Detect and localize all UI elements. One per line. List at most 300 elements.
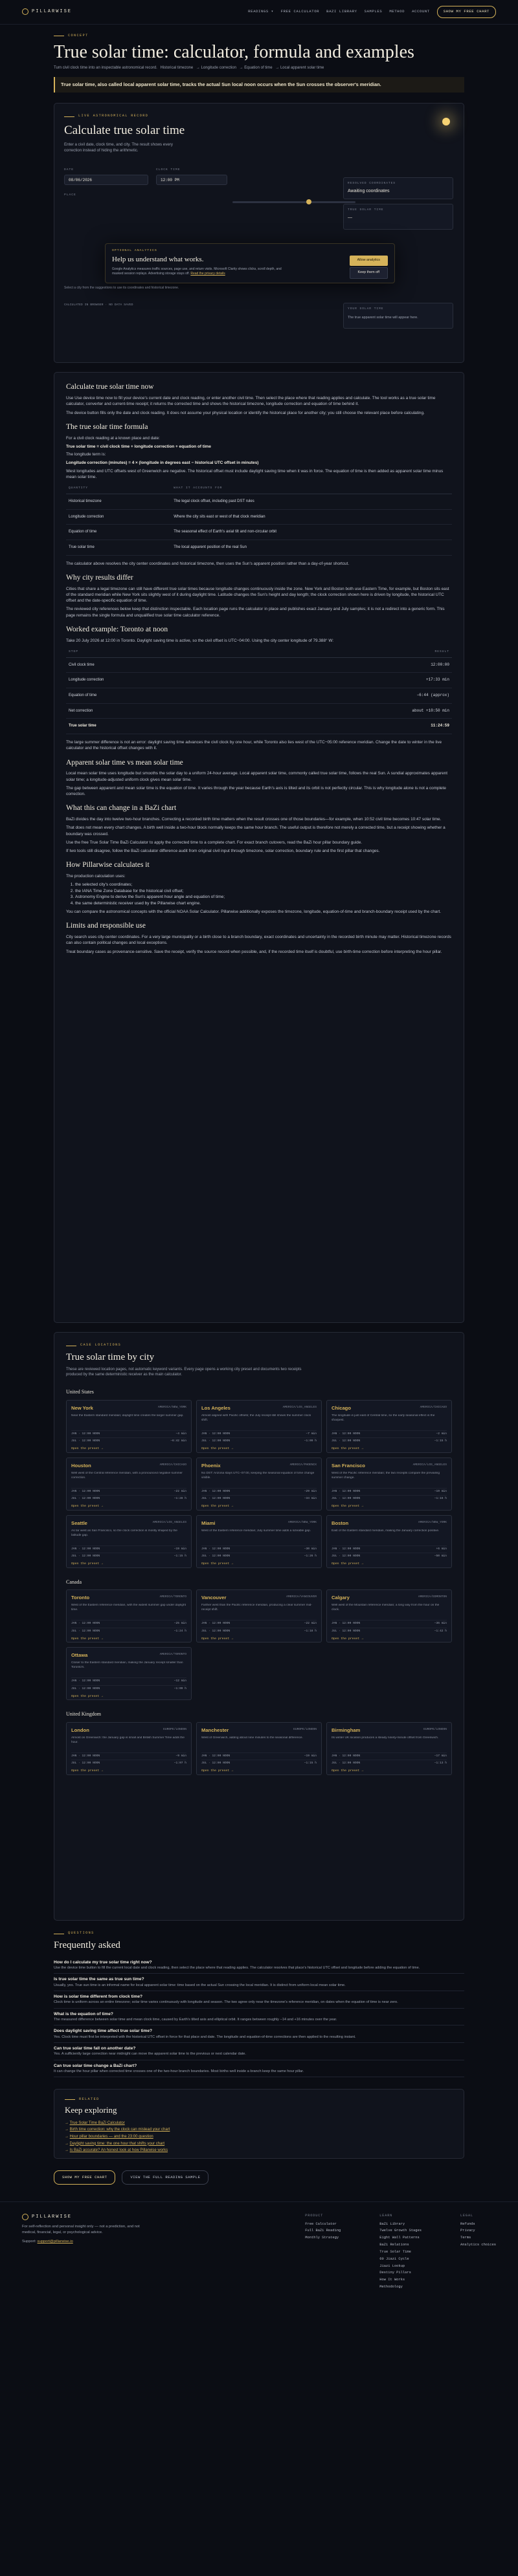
results-column bbox=[343, 177, 453, 234]
paragraph: The device button fills only the date and clock reading. It does not assume your physical location or identify the historical place for another city; you still choose the relevant place before calculating. bbox=[66, 410, 425, 415]
brand-logo[interactable] bbox=[22, 8, 72, 15]
city-card[interactable] bbox=[326, 1722, 452, 1775]
col-header: QUANTITY bbox=[66, 484, 171, 494]
jan-label: JAN · 12:00 NOON bbox=[71, 1489, 100, 1493]
city-desc: Closer to the Eastern standard meridian, making the January receipt smaller than Toronto's. bbox=[71, 1661, 183, 1670]
paragraph: For a civil clock reading at a known place and date: bbox=[66, 435, 160, 441]
faq-question[interactable]: Is true solar time the same as true sun time? bbox=[54, 1977, 144, 1982]
jul-label: JUL · 12:00 NOON bbox=[201, 1629, 231, 1633]
city-section bbox=[54, 1332, 464, 1921]
timezone-label: AMERICA/LOS_ANGELES bbox=[282, 1405, 317, 1409]
open-preset-link[interactable]: Open the preset → bbox=[201, 1504, 233, 1508]
output-key: YOUR SOLAR TIME bbox=[348, 307, 384, 311]
footer-logo[interactable] bbox=[22, 2214, 152, 2220]
city-desc: Near the Eastern standard meridian; daylight time creates the larger summer gap. bbox=[71, 1414, 184, 1417]
jan-value: −17 min bbox=[434, 1754, 447, 1758]
jul-row bbox=[332, 1553, 447, 1560]
jul-label: JUL · 12:00 NOON bbox=[71, 1762, 100, 1765]
city-desc: These are reviewed location pages, not automatic keyword variants. Every page opens a working city preset and documents two receipts produced by the same deterministic receiver as the main calculator. bbox=[66, 1367, 302, 1377]
open-preset-link[interactable]: Open the preset → bbox=[332, 1637, 363, 1641]
jan-label: JAN · 12:00 NOON bbox=[71, 1754, 100, 1758]
heading: Worked example: Toronto at noon bbox=[66, 625, 168, 633]
faq-item[interactable] bbox=[54, 2060, 464, 2078]
timezone-label: AMERICA/NEW_YORK bbox=[287, 1520, 317, 1524]
jan-value: −19 min bbox=[434, 1489, 447, 1493]
place-group bbox=[64, 191, 310, 198]
city-card[interactable] bbox=[66, 1400, 192, 1453]
city-card[interactable] bbox=[66, 1722, 192, 1775]
slider-handle[interactable] bbox=[306, 199, 311, 204]
city-card[interactable] bbox=[326, 1515, 452, 1568]
faq-question[interactable]: How do I calculate my true solar time right now? bbox=[54, 1959, 152, 1965]
result-value: — bbox=[348, 215, 352, 220]
timezone-label: EUROPE/LONDON bbox=[423, 1727, 447, 1731]
table-row bbox=[66, 673, 452, 688]
country-list bbox=[66, 1388, 452, 1775]
footer-column bbox=[379, 2214, 422, 2292]
city-desc: Its winter UK location produces a steady ninety-minute offset from Greenwich. bbox=[332, 1736, 439, 1740]
place-label: PLACE bbox=[64, 193, 76, 197]
hero-subtitle: Turn civil clock time into an inspectable astronomical record. Historical timezone → Longitude correction → Equation of time → Local apparent solar time bbox=[54, 65, 324, 70]
method-list bbox=[66, 882, 452, 906]
footer-link[interactable]: Full BaZi Reading bbox=[305, 2229, 341, 2233]
jul-value: −1:13 h bbox=[434, 1762, 447, 1765]
city-title: True solar time by city bbox=[66, 1351, 155, 1362]
jan-row bbox=[332, 1545, 447, 1553]
jul-value: −1:24 h bbox=[174, 1629, 186, 1633]
list-item: 4. the same deterministic receiver used by the Pillarwise chart engine. bbox=[75, 901, 452, 906]
nav-link-readings[interactable]: READINGS ▾ bbox=[248, 9, 274, 14]
jul-label: JUL · 12:00 NOON bbox=[332, 1629, 361, 1633]
related-link[interactable] bbox=[65, 2134, 453, 2141]
hero-eyebrow: CONCEPT bbox=[54, 34, 464, 39]
footer-link[interactable]: Privacy bbox=[460, 2229, 475, 2233]
cell: The local apparent position of the real Sun bbox=[171, 540, 452, 555]
timezone-label: AMERICA/LOS_ANGELES bbox=[152, 1520, 186, 1524]
jul-value: −1:09 h bbox=[304, 1439, 317, 1443]
city-desc: East of the Eastern standard meridian, making the January correction positive. bbox=[332, 1529, 440, 1533]
jul-value: −1:18 h bbox=[304, 1629, 317, 1633]
footer-link[interactable]: BaZi Relations bbox=[379, 2243, 409, 2247]
faq-item[interactable] bbox=[54, 1991, 464, 2009]
jul-row bbox=[201, 1628, 317, 1635]
faq-eyebrow: QUESTIONS bbox=[54, 1931, 464, 1936]
faq-item[interactable] bbox=[54, 2009, 464, 2026]
faq-answer: Clock time is uniform across an entire timezone; solar time varies continuously with longitude and season. The two agree only near the timezone's reference meridian, on dates when the equation of time is near zero. bbox=[54, 2000, 398, 2005]
paragraph: The gap between apparent and mean solar time is the equation of time. It varies through the year because Earth's axis is tilted and its orbit is not perfectly circular. This is why longitude alone is not a complete correction. bbox=[66, 785, 446, 797]
sample-reading-button[interactable]: VIEW THE FULL READING SAMPLE bbox=[122, 2170, 208, 2185]
footer-link[interactable]: Eight Wall Patterns bbox=[379, 2236, 420, 2240]
date-field-group bbox=[64, 168, 148, 185]
city-eyebrow: CASE LOCATIONS bbox=[66, 1343, 452, 1348]
city-desc: West of Greenwich, adding about nine minutes to the seasonal difference. bbox=[201, 1736, 303, 1740]
list-item: 2. the IANA Time Zone Database for the historical civil offset; bbox=[75, 888, 452, 894]
open-preset-link[interactable]: Open the preset → bbox=[201, 1637, 233, 1641]
subtitle-part: Historical timezone bbox=[160, 65, 194, 70]
city-card[interactable] bbox=[326, 1589, 452, 1643]
jul-label: JUL · 12:00 NOON bbox=[71, 1439, 100, 1443]
result-value: Awaiting coordinates bbox=[348, 188, 390, 193]
nav-link-account[interactable]: ACCOUNT bbox=[412, 9, 430, 14]
privacy-note: CALCULATED IN BROWSER · NO DATA SAVED bbox=[64, 303, 133, 307]
timezone-label: EUROPE/LONDON bbox=[293, 1727, 317, 1731]
timezone-label: EUROPE/LONDON bbox=[163, 1727, 186, 1731]
footer-link[interactable]: Destiny Pillars bbox=[379, 2271, 411, 2275]
table-row bbox=[66, 494, 452, 509]
calculator-panel bbox=[54, 103, 464, 363]
heading: Calculate true solar time now bbox=[66, 383, 154, 391]
city-name[interactable]: New York bbox=[71, 1404, 93, 1411]
free-chart-button[interactable]: SHOW MY FREE CHART bbox=[54, 2170, 115, 2185]
footer-link[interactable]: Monthly Strategy bbox=[305, 2236, 339, 2240]
list-item: 1. the selected city's coordinates; bbox=[75, 882, 452, 888]
city-card[interactable] bbox=[66, 1515, 192, 1568]
city-name[interactable]: Ottawa bbox=[71, 1652, 88, 1659]
jan-value: −7 min bbox=[306, 1432, 317, 1435]
jan-label: JAN · 12:00 NOON bbox=[201, 1622, 231, 1626]
nav-link-method[interactable]: METHOD bbox=[389, 9, 405, 14]
city-name[interactable]: Phoenix bbox=[201, 1462, 221, 1468]
cell: True solar time bbox=[66, 540, 171, 555]
faq-question[interactable]: Can true solar time change a BaZi chart? bbox=[54, 2063, 137, 2068]
col-header: WHAT IT ACCOUNTS FOR bbox=[171, 484, 452, 494]
jul-value: −1:42 h bbox=[434, 1629, 447, 1633]
city-name[interactable]: Seattle bbox=[71, 1520, 87, 1526]
city-desc: Well west of the Mountain reference meridian; a long way from the hour on the clock. bbox=[332, 1604, 440, 1612]
allow-analytics-button[interactable]: Allow analytics bbox=[350, 256, 388, 266]
jul-label: JUL · 12:00 NOON bbox=[71, 1555, 100, 1558]
article bbox=[54, 372, 464, 1323]
jan-label: JAN · 12:00 NOON bbox=[201, 1432, 231, 1435]
result-key: RESOLVED COORDINATES bbox=[348, 182, 396, 186]
country-heading: United Kingdom bbox=[66, 1711, 101, 1718]
calc-title: Calculate true solar time bbox=[64, 123, 185, 137]
city-desc: West of the Eastern reference meridian, with the widest summer gap under daylight time. bbox=[71, 1604, 186, 1612]
privacy-link[interactable]: Read the privacy details bbox=[190, 272, 225, 276]
jul-row bbox=[201, 1437, 317, 1445]
cell: The seasonal effect of Earth's axial tilt and non-circular orbit bbox=[171, 525, 452, 540]
jan-label: JAN · 12:00 NOON bbox=[71, 1432, 100, 1435]
open-preset-link[interactable]: Open the preset → bbox=[71, 1769, 103, 1773]
jan-row bbox=[332, 1752, 447, 1760]
city-name[interactable]: Houston bbox=[71, 1462, 91, 1468]
support-label: Support: bbox=[22, 2240, 36, 2244]
timezone-label: AMERICA/TORONTO bbox=[159, 1653, 186, 1657]
time-input[interactable]: 12:00 PM bbox=[156, 175, 227, 185]
footer-link[interactable]: Methodology bbox=[379, 2285, 403, 2289]
nav-cta-button[interactable]: SHOW MY FREE CHART bbox=[437, 6, 496, 17]
cell: +17:33 min bbox=[254, 673, 452, 688]
cell: The legal clock offset, including past DST rules bbox=[171, 494, 452, 509]
jan-label: JAN · 12:00 NOON bbox=[201, 1489, 231, 1493]
faq-item[interactable] bbox=[54, 1974, 464, 1991]
city-card[interactable] bbox=[66, 1647, 192, 1700]
nav-link-samples[interactable]: SAMPLES bbox=[364, 9, 383, 14]
page-title: True solar time: calculator, formula and examples bbox=[54, 41, 414, 62]
quantity-table bbox=[66, 484, 452, 555]
faq-question[interactable]: Can true solar time fall on another date? bbox=[54, 2046, 136, 2051]
jan-value: −2 min bbox=[436, 1432, 447, 1435]
related-link-text[interactable]: Hour pillar boundaries — and the 23:00 question bbox=[69, 2134, 153, 2139]
city-card[interactable] bbox=[196, 1515, 322, 1568]
related-link[interactable] bbox=[65, 2120, 453, 2127]
jul-row bbox=[71, 1495, 186, 1503]
timezone-label: AMERICA/NEW_YORK bbox=[157, 1405, 186, 1409]
col-header: STEP bbox=[66, 648, 254, 657]
related-link-text[interactable]: True Solar Time BaZi Calculator bbox=[69, 2121, 125, 2125]
table-row bbox=[66, 525, 452, 540]
faq-answer: Usually, yes. True sun time is an informal name for local apparent solar time: time based on the actual Sun crossing the local meridian. It is distinct from uniform local mean solar time. bbox=[54, 1983, 346, 1987]
timezone-label: AMERICA/EDMONTON bbox=[418, 1595, 447, 1599]
brand-name: PILLARWISE bbox=[32, 9, 73, 15]
related-link[interactable] bbox=[65, 2126, 453, 2134]
jul-row bbox=[332, 1760, 447, 1767]
jul-value: −1:26 h bbox=[304, 1555, 317, 1558]
definition-callout: True solar time, also called local apparent solar time, tracks the actual Sun local noon occurs when the Sun crosses the observer's meridian. bbox=[54, 77, 464, 93]
footer-link[interactable]: Refunds bbox=[460, 2221, 475, 2226]
footer-link[interactable]: BaZi Library bbox=[379, 2221, 405, 2226]
jan-value: −12 min bbox=[174, 1679, 186, 1683]
paragraph: You can compare the astronomical concepts with the official NOAA Solar Calculator. Pillarwise additionally exposes the timezone, longitude, equation-of-time and branch-boundary receipt used by the chart. bbox=[66, 910, 442, 915]
jan-row bbox=[332, 1430, 447, 1438]
jul-value: −50 min bbox=[434, 1555, 447, 1558]
jan-label: JAN · 12:00 NOON bbox=[71, 1547, 100, 1551]
nav-link-calculator[interactable]: FREE CALCULATOR bbox=[280, 9, 320, 14]
footer-column bbox=[460, 2214, 496, 2292]
paragraph: Use Use device time now to fill your device's current date and clock reading, or enter another civil time. Then select the place where that reading applies and calculate. The tool works as a true solar time calculator, converter and current-time receipt; it returns the corrected time and shows the historical timezone, longitude correction and equation of time behind it. bbox=[66, 396, 436, 407]
jan-value: −22 min bbox=[174, 1489, 186, 1493]
city-name[interactable]: Miami bbox=[201, 1520, 216, 1526]
city-name[interactable]: San Francisco bbox=[332, 1462, 365, 1468]
jan-value: −36 min bbox=[434, 1622, 447, 1626]
jul-label: JUL · 12:00 NOON bbox=[332, 1439, 361, 1443]
open-preset-link[interactable]: Open the preset → bbox=[201, 1446, 233, 1450]
city-card[interactable] bbox=[326, 1400, 452, 1453]
timezone-label: AMERICA/CHICAGO bbox=[159, 1463, 186, 1467]
open-preset-link[interactable]: Open the preset → bbox=[71, 1504, 103, 1508]
city-desc: Farther west than the Pacific reference meridian, producing a clear summer mid-receipt shift. bbox=[201, 1604, 312, 1612]
footer-link[interactable]: Twelve Growth Stages bbox=[379, 2229, 422, 2233]
related-eyebrow: RELATED bbox=[65, 2097, 453, 2102]
city-card[interactable] bbox=[196, 1457, 322, 1511]
time-field-group bbox=[156, 168, 227, 185]
jan-row bbox=[201, 1752, 317, 1760]
jan-row bbox=[71, 1620, 186, 1628]
footer-brand bbox=[22, 2214, 152, 2292]
city-card[interactable] bbox=[66, 1457, 192, 1511]
jul-row bbox=[71, 1553, 186, 1560]
subtitle-part: Longitude correction bbox=[201, 65, 236, 70]
timezone-label: AMERICA/TORONTO bbox=[159, 1595, 186, 1599]
jan-label: JAN · 12:00 NOON bbox=[332, 1432, 361, 1435]
heading: Why city results differ bbox=[66, 573, 133, 582]
related-link[interactable] bbox=[65, 2147, 453, 2154]
cell: Where the city sits east or west of that clock meridian bbox=[171, 509, 452, 525]
city-card[interactable] bbox=[326, 1457, 452, 1511]
jan-value: −30 min bbox=[304, 1547, 317, 1551]
city-card[interactable] bbox=[196, 1589, 322, 1643]
cell: 12:00:00 bbox=[254, 657, 452, 673]
jul-value: −6:42 min bbox=[170, 1439, 186, 1443]
open-preset-link[interactable]: Open the preset → bbox=[332, 1504, 363, 1508]
footer-link[interactable]: 60 Jiazi Cycle bbox=[379, 2256, 409, 2261]
related-title: Keep exploring bbox=[65, 2104, 117, 2115]
faq-question[interactable]: How is solar time different from clock time? bbox=[54, 1994, 143, 1999]
open-preset-link[interactable]: Open the preset → bbox=[201, 1769, 233, 1773]
jan-row bbox=[332, 1488, 447, 1496]
faq-list bbox=[54, 1957, 464, 2078]
table-row-total bbox=[66, 719, 452, 734]
jan-value: −29 min bbox=[304, 1489, 317, 1493]
faq-question[interactable]: Does daylight saving time affect true solar time? bbox=[54, 2029, 153, 2034]
city-name[interactable]: London bbox=[71, 1727, 89, 1733]
table-row bbox=[66, 509, 452, 525]
jan-row bbox=[201, 1620, 317, 1628]
footer-columns bbox=[305, 2214, 496, 2292]
table-row bbox=[66, 657, 452, 673]
worked-example-table bbox=[66, 648, 452, 734]
jan-label: JAN · 12:00 NOON bbox=[71, 1622, 100, 1626]
faq-item[interactable] bbox=[54, 2043, 464, 2060]
footer-link[interactable]: How It Works bbox=[379, 2278, 405, 2282]
heading: Apparent solar time vs mean solar time bbox=[66, 758, 183, 767]
jan-row bbox=[71, 1488, 186, 1496]
open-preset-link[interactable]: Open the preset → bbox=[332, 1769, 363, 1773]
jan-label: JAN · 12:00 NOON bbox=[332, 1754, 361, 1758]
city-name[interactable]: Chicago bbox=[332, 1404, 351, 1411]
paragraph: The large summer difference is not an error: daylight saving time advances the civil clock by one hour, while Toronto also lies west of the UTC−05:00 reference meridian. Change the date to winter in the live calculator and the historical offset changes with it. bbox=[66, 740, 442, 751]
jul-label: JUL · 12:00 NOON bbox=[201, 1762, 231, 1765]
hero bbox=[54, 34, 464, 93]
city-name[interactable]: Manchester bbox=[201, 1727, 229, 1733]
open-preset-link[interactable]: Open the preset → bbox=[71, 1694, 103, 1698]
paragraph: The longitude term is: bbox=[66, 452, 106, 457]
jan-value: −22 min bbox=[304, 1622, 317, 1626]
footer-link[interactable]: Terms bbox=[460, 2236, 471, 2240]
jul-label: JUL · 12:00 NOON bbox=[332, 1555, 361, 1558]
open-preset-link[interactable]: Open the preset → bbox=[71, 1637, 103, 1641]
paragraph: Local mean solar time uses longitude but smooths the solar day to a uniform 24-hour average. Local apparent solar time, commonly called true solar time, follows the real Sun. A sundial approximates apparent solar time; a longitude-adjusted uniform clock gives mean solar time. bbox=[66, 771, 447, 782]
cell: Longitude correction bbox=[66, 509, 171, 525]
heading: What this can change in a BaZi chart bbox=[66, 804, 177, 813]
city-desc: No DST: Arizona stays UTC−07:00, keeping the seasonal equation of time change visible. bbox=[201, 1471, 315, 1479]
city-grid bbox=[66, 1589, 452, 1700]
related-link[interactable] bbox=[65, 2141, 453, 2148]
city-card[interactable] bbox=[66, 1589, 192, 1643]
date-label: DATE bbox=[64, 168, 74, 172]
jan-row bbox=[71, 1545, 186, 1553]
consent-body: Google Analytics measures traffic sources, page use, and return visits. Microsoft Clarity shows clicks, scroll depth, and masked session replays. Advertising storage stays off. bbox=[112, 267, 282, 276]
faq-item[interactable] bbox=[54, 1957, 464, 1974]
open-preset-link[interactable]: Open the preset → bbox=[332, 1562, 363, 1566]
jul-value: −1:15 h bbox=[304, 1762, 317, 1765]
date-input[interactable]: 08/06/2026 bbox=[64, 175, 148, 185]
footer-link[interactable]: Analytics choices bbox=[460, 2243, 496, 2247]
jan-label: JAN · 12:00 NOON bbox=[201, 1754, 231, 1758]
city-name[interactable]: Toronto bbox=[71, 1595, 90, 1601]
jan-value: +6 min bbox=[436, 1547, 447, 1551]
paragraph: City search uses city-center coordinates. For a very large municipality or a birth close to a branch boundary, exact coordinates and uncertainty in the recorded birth minute may matter. Historical timezone records can also contain political changes and local exceptions. bbox=[66, 935, 451, 946]
support-email-link[interactable]: support@pillarwise.io bbox=[37, 2240, 73, 2244]
footer-column-heading: PRODUCT bbox=[305, 2214, 324, 2218]
paragraph: Take 20 July 2026 at 12:00 in Toronto. Daylight saving time is active, so the civil offset is UTC−04:00. Using the city center longitude of 79.388° W: bbox=[66, 638, 334, 643]
jan-value: −25 min bbox=[174, 1622, 186, 1626]
cta-row bbox=[54, 2170, 464, 2185]
table-row bbox=[66, 703, 452, 719]
paragraph: The calculator above resolves the city center coordinates and historical timezone, then uses the Sun's apparent position rather than a day-of-year shortcut. bbox=[66, 561, 350, 566]
jan-row bbox=[201, 1430, 317, 1438]
jan-row bbox=[71, 1677, 186, 1685]
city-name[interactable]: Calgary bbox=[332, 1595, 350, 1601]
city-name[interactable]: Los Angeles bbox=[201, 1404, 231, 1411]
open-preset-link[interactable]: Open the preset → bbox=[201, 1562, 233, 1566]
related-link-text[interactable]: Birth time correction: why the clock can mislead your chart bbox=[69, 2128, 170, 2132]
city-desc: Almost aligned with Pacific offsets; the July receipt still shows the summer clock shift. bbox=[201, 1414, 311, 1422]
footer-column bbox=[305, 2214, 341, 2292]
time-slider[interactable] bbox=[232, 201, 355, 203]
jul-value: −34 min bbox=[304, 1497, 317, 1501]
city-card[interactable] bbox=[196, 1722, 322, 1775]
related-link-text[interactable]: Is BaZi accurate? An honest look at how Pillarwise works bbox=[69, 2148, 168, 2153]
timezone-label: AMERICA/PHOENIX bbox=[289, 1463, 317, 1467]
brand-name: PILLARWISE bbox=[32, 2214, 73, 2220]
footer-link[interactable]: True Solar Time bbox=[379, 2249, 411, 2254]
city-name[interactable]: Vancouver bbox=[201, 1595, 227, 1601]
open-preset-link[interactable]: Open the preset → bbox=[71, 1562, 103, 1566]
city-card[interactable] bbox=[196, 1400, 322, 1453]
footer-link[interactable]: Free Calculator bbox=[305, 2221, 337, 2226]
footer-column-heading: LEGAL bbox=[460, 2214, 474, 2218]
paragraph: The reviewed city references below keep that distinction inspectable. Each location page runs the calculator in place and publishes exact January and July samples; it is not a redirect into a generic form. This page remains the single formula and unqualified true solar time calculator reference. bbox=[66, 607, 445, 618]
related-link-text[interactable]: Daylight saving time: the one hour that shifts your chart bbox=[69, 2141, 165, 2146]
jan-row bbox=[71, 1430, 186, 1438]
city-name[interactable]: Boston bbox=[332, 1520, 349, 1526]
city-grid bbox=[66, 1722, 452, 1775]
jan-row bbox=[71, 1752, 186, 1760]
cell: Longitude correction bbox=[66, 673, 254, 688]
resolved-coordinates bbox=[343, 177, 453, 199]
jul-value: −1:15 h bbox=[434, 1439, 447, 1443]
jul-value: −1:15 h bbox=[174, 1555, 186, 1558]
jul-row bbox=[71, 1760, 186, 1767]
faq-item[interactable] bbox=[54, 2025, 464, 2043]
cell: Equation of time bbox=[66, 525, 171, 540]
nav-link-library[interactable]: BAZI LIBRARY bbox=[326, 9, 357, 14]
footer-link[interactable]: Jiazi Lookup bbox=[379, 2264, 405, 2268]
table-row bbox=[66, 540, 452, 555]
heading: The true solar time formula bbox=[66, 422, 148, 431]
formula: Longitude correction (minutes) = 4 × (longitude in degrees east − historical UTC offset in minutes) bbox=[66, 461, 259, 466]
solar-time-output bbox=[343, 303, 453, 329]
jan-row bbox=[201, 1488, 317, 1496]
city-name[interactable]: Birmingham bbox=[332, 1727, 361, 1733]
open-preset-link[interactable]: Open the preset → bbox=[332, 1446, 363, 1450]
paragraph: BaZi divides the day into twelve two-hour branches. Correcting a recorded birth time matters when the result crosses one of those boundaries—for example, when 10:52 civil time becomes 10:47 solar time. bbox=[66, 817, 442, 822]
faq-question[interactable]: What is the equation of time? bbox=[54, 2011, 113, 2016]
city-hint: Select a city from the suggestions to use its coordinates and historical timezone. bbox=[64, 286, 179, 290]
jul-value: −1:07 h bbox=[174, 1762, 186, 1765]
reject-analytics-button[interactable]: Keep them off bbox=[350, 267, 388, 279]
city-grid bbox=[66, 1400, 452, 1568]
cell: Equation of time bbox=[66, 688, 254, 703]
open-preset-link[interactable]: Open the preset → bbox=[71, 1446, 103, 1450]
paragraph: Cities that share a legal timezone can still have different true solar times because longitude changes continuously inside the zone. New York and Boston both use Eastern Time, for example, but Boston sits east of the standard meridian while New York sits slightly west of it during daylight time. Latitude changes the Sun's height and day length; the clock correction shown here is driven by longitude, the historical UTC offset and the date-specific equation of time. bbox=[66, 586, 449, 604]
jul-row bbox=[201, 1553, 317, 1560]
jul-label: JUL · 12:00 NOON bbox=[71, 1497, 100, 1501]
true-solar-result bbox=[343, 204, 453, 230]
faq-section bbox=[54, 1931, 464, 2077]
logo-icon bbox=[22, 2214, 28, 2220]
